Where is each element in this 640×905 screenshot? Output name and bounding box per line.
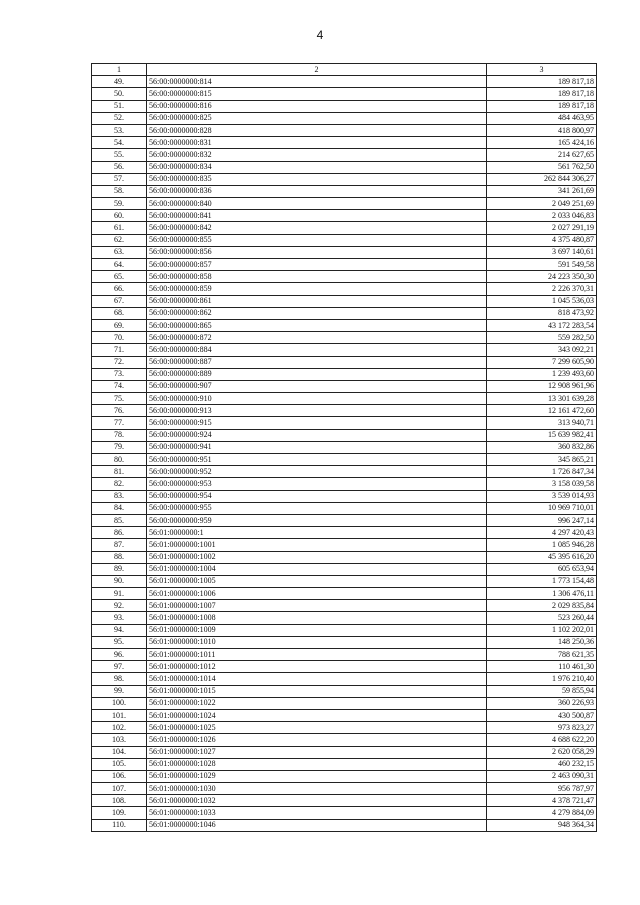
cadastral-number: 56:00:0000000:855 (147, 234, 487, 246)
cadastral-value: 345 865,21 (487, 454, 597, 466)
row-number: 71. (92, 344, 147, 356)
cadastral-number: 56:01:0000000:1046 (147, 819, 487, 831)
cadastral-value: 189 817,18 (487, 100, 597, 112)
cadastral-value: 43 172 283,54 (487, 319, 597, 331)
cadastral-number: 56:01:0000000:1014 (147, 673, 487, 685)
row-number: 81. (92, 466, 147, 478)
row-number: 54. (92, 137, 147, 149)
cadastral-value: 4 375 480,87 (487, 234, 597, 246)
table-header-row (92, 64, 597, 76)
cadastral-number: 56:01:0000000:1026 (147, 734, 487, 746)
cadastral-number: 56:00:0000000:836 (147, 185, 487, 197)
cadastral-number: 56:01:0000000:1024 (147, 709, 487, 721)
row-number: 107. (92, 783, 147, 795)
table-row (92, 307, 597, 319)
row-number: 85. (92, 514, 147, 526)
cadastral-value: 1 976 210,40 (487, 673, 597, 685)
cadastral-number: 56:01:0000000:1029 (147, 770, 487, 782)
row-number: 56. (92, 161, 147, 173)
table-row (92, 259, 597, 271)
row-number: 62. (92, 234, 147, 246)
cadastral-value: 15 639 982,41 (487, 429, 597, 441)
cadastral-number: 56:00:0000000:834 (147, 161, 487, 173)
table-row (92, 332, 597, 344)
cadastral-number: 56:01:0000000:1009 (147, 624, 487, 636)
row-number: 82. (92, 478, 147, 490)
cadastral-value: 24 223 350,30 (487, 271, 597, 283)
row-number: 104. (92, 746, 147, 758)
table-row (92, 283, 597, 295)
cadastral-number: 56:00:0000000:924 (147, 429, 487, 441)
row-number: 101. (92, 709, 147, 721)
row-number: 92. (92, 600, 147, 612)
cadastral-number: 56:00:0000000:887 (147, 356, 487, 368)
cadastral-value: 4 688 622,20 (487, 734, 597, 746)
cadastral-value: 343 092,21 (487, 344, 597, 356)
cadastral-value: 4 297 420,43 (487, 527, 597, 539)
table-row (92, 149, 597, 161)
row-number: 58. (92, 185, 147, 197)
cadastral-value: 189 817,18 (487, 88, 597, 100)
cadastral-value: 523 260,44 (487, 612, 597, 624)
table-row (92, 173, 597, 185)
cadastral-number: 56:00:0000000:856 (147, 246, 487, 258)
cadastral-number: 56:00:0000000:951 (147, 454, 487, 466)
table-row (92, 417, 597, 429)
table-row (92, 344, 597, 356)
cadastral-value: 12 161 472,60 (487, 405, 597, 417)
row-number: 99. (92, 685, 147, 697)
cadastral-value: 973 823,27 (487, 722, 597, 734)
cadastral-value: 2 620 058,29 (487, 746, 597, 758)
row-number: 86. (92, 527, 147, 539)
table-row (92, 539, 597, 551)
cadastral-value: 561 762,50 (487, 161, 597, 173)
cadastral-number: 56:01:0000000:1028 (147, 758, 487, 770)
row-number: 64. (92, 259, 147, 271)
row-number: 55. (92, 149, 147, 161)
cadastral-number: 56:01:0000000:1027 (147, 746, 487, 758)
table-row (92, 393, 597, 405)
cadastral-number: 56:01:0000000:1004 (147, 563, 487, 575)
cadastral-number: 56:00:0000000:859 (147, 283, 487, 295)
table-row (92, 612, 597, 624)
cadastral-value: 341 261,69 (487, 185, 597, 197)
cadastral-value: 360 226,93 (487, 697, 597, 709)
cadastral-number: 56:00:0000000:816 (147, 100, 487, 112)
row-number: 89. (92, 563, 147, 575)
row-number: 50. (92, 88, 147, 100)
cadastral-value: 818 473,92 (487, 307, 597, 319)
table-row (92, 527, 597, 539)
cadastral-number: 56:00:0000000:861 (147, 295, 487, 307)
cadastral-value: 313 940,71 (487, 417, 597, 429)
table-row (92, 88, 597, 100)
page-number: 4 (316, 28, 324, 42)
row-number: 65. (92, 271, 147, 283)
row-number: 110. (92, 819, 147, 831)
cadastral-number: 56:00:0000000:858 (147, 271, 487, 283)
column-header-1: 1 (92, 64, 147, 76)
cadastral-value: 360 832,86 (487, 441, 597, 453)
table-row (92, 100, 597, 112)
table-row (92, 551, 597, 563)
cadastral-value: 418 800,97 (487, 124, 597, 136)
row-number: 60. (92, 210, 147, 222)
table-row (92, 137, 597, 149)
cadastral-number: 56:00:0000000:941 (147, 441, 487, 453)
row-number: 103. (92, 734, 147, 746)
table-row (92, 770, 597, 782)
cadastral-number: 56:00:0000000:814 (147, 76, 487, 88)
row-number: 70. (92, 332, 147, 344)
cadastral-value: 2 049 251,69 (487, 198, 597, 210)
cadastral-number: 56:00:0000000:910 (147, 393, 487, 405)
row-number: 51. (92, 100, 147, 112)
cadastral-value: 12 908 961,96 (487, 380, 597, 392)
table-row (92, 697, 597, 709)
row-number: 105. (92, 758, 147, 770)
cadastral-value: 484 463,95 (487, 112, 597, 124)
cadastral-number: 56:00:0000000:832 (147, 149, 487, 161)
table-row (92, 758, 597, 770)
row-number: 49. (92, 76, 147, 88)
cadastral-value: 13 301 639,28 (487, 393, 597, 405)
cadastral-value: 148 250,36 (487, 636, 597, 648)
cadastral-number: 56:00:0000000:825 (147, 112, 487, 124)
table-row (92, 210, 597, 222)
cadastral-number: 56:00:0000000:955 (147, 502, 487, 514)
table-row (92, 709, 597, 721)
cadastral-value: 189 817,18 (487, 76, 597, 88)
table-row (92, 246, 597, 258)
table-row (92, 441, 597, 453)
row-number: 57. (92, 173, 147, 185)
table-body (92, 76, 597, 832)
row-number: 68. (92, 307, 147, 319)
table-row (92, 600, 597, 612)
cadastral-value: 2 226 370,31 (487, 283, 597, 295)
table-row (92, 112, 597, 124)
table-row (92, 746, 597, 758)
cadastral-value: 948 364,34 (487, 819, 597, 831)
cadastral-number: 56:00:0000000:840 (147, 198, 487, 210)
row-number: 94. (92, 624, 147, 636)
cadastral-value: 956 787,97 (487, 783, 597, 795)
cadastral-number: 56:00:0000000:835 (147, 173, 487, 185)
cadastral-number: 56:01:0000000:1008 (147, 612, 487, 624)
table-row (92, 734, 597, 746)
table-row (92, 76, 597, 88)
row-number: 91. (92, 588, 147, 600)
cadastral-value: 4 279 884,09 (487, 807, 597, 819)
cadastral-value: 3 158 039,58 (487, 478, 597, 490)
row-number: 87. (92, 539, 147, 551)
cadastral-number: 56:01:0000000:1001 (147, 539, 487, 551)
table-row (92, 649, 597, 661)
table-row (92, 185, 597, 197)
table-row (92, 380, 597, 392)
row-number: 96. (92, 649, 147, 661)
cadastral-value: 591 549,58 (487, 259, 597, 271)
cadastral-value: 1 045 536,03 (487, 295, 597, 307)
cadastral-number: 56:00:0000000:907 (147, 380, 487, 392)
cadastral-number: 56:00:0000000:889 (147, 368, 487, 380)
table-row (92, 356, 597, 368)
cadastral-value: 2 027 291,19 (487, 222, 597, 234)
cadastral-value: 460 232,15 (487, 758, 597, 770)
cadastral-value: 2 033 046,83 (487, 210, 597, 222)
data-table (91, 63, 597, 832)
row-number: 109. (92, 807, 147, 819)
cadastral-value: 3 697 140,61 (487, 246, 597, 258)
table-row (92, 685, 597, 697)
row-number: 90. (92, 575, 147, 587)
table-row (92, 198, 597, 210)
cadastral-value: 1 773 154,48 (487, 575, 597, 587)
cadastral-value: 559 282,50 (487, 332, 597, 344)
cadastral-value: 10 969 710,01 (487, 502, 597, 514)
cadastral-number: 56:01:0000000:1030 (147, 783, 487, 795)
cadastral-number: 56:01:0000000:1006 (147, 588, 487, 600)
row-number: 106. (92, 770, 147, 782)
cadastral-number: 56:01:0000000:1002 (147, 551, 487, 563)
row-number: 73. (92, 368, 147, 380)
row-number: 77. (92, 417, 147, 429)
row-number: 97. (92, 661, 147, 673)
row-number: 75. (92, 393, 147, 405)
cadastral-value: 165 424,16 (487, 137, 597, 149)
cadastral-number: 56:00:0000000:815 (147, 88, 487, 100)
cadastral-value: 788 621,35 (487, 649, 597, 661)
cadastral-number: 56:01:0000000:1015 (147, 685, 487, 697)
row-number: 61. (92, 222, 147, 234)
row-number: 108. (92, 795, 147, 807)
cadastral-number: 56:00:0000000:831 (147, 137, 487, 149)
cadastral-number: 56:01:0000000:1007 (147, 600, 487, 612)
table-row (92, 575, 597, 587)
cadastral-value: 214 627,65 (487, 149, 597, 161)
row-number: 95. (92, 636, 147, 648)
cadastral-number: 56:00:0000000:841 (147, 210, 487, 222)
cadastral-number: 56:00:0000000:842 (147, 222, 487, 234)
row-number: 79. (92, 441, 147, 453)
cadastral-number: 56:00:0000000:959 (147, 514, 487, 526)
cadastral-number: 56:00:0000000:884 (147, 344, 487, 356)
cadastral-value: 430 500,87 (487, 709, 597, 721)
table-row (92, 454, 597, 466)
table-row (92, 124, 597, 136)
cadastral-number: 56:00:0000000:828 (147, 124, 487, 136)
table-row (92, 319, 597, 331)
table-row (92, 673, 597, 685)
row-number: 88. (92, 551, 147, 563)
cadastral-number: 56:00:0000000:913 (147, 405, 487, 417)
cadastral-value: 996 247,14 (487, 514, 597, 526)
table-row (92, 783, 597, 795)
row-number: 100. (92, 697, 147, 709)
row-number: 74. (92, 380, 147, 392)
row-number: 59. (92, 198, 147, 210)
row-number: 52. (92, 112, 147, 124)
cadastral-value: 1 306 476,11 (487, 588, 597, 600)
row-number: 83. (92, 490, 147, 502)
table-row (92, 161, 597, 173)
row-number: 67. (92, 295, 147, 307)
table-row (92, 405, 597, 417)
table-row (92, 222, 597, 234)
table-row (92, 563, 597, 575)
table-row (92, 478, 597, 490)
column-header-2: 2 (147, 64, 487, 76)
cadastral-value: 1 085 946,28 (487, 539, 597, 551)
cadastral-number: 56:01:0000000:1032 (147, 795, 487, 807)
table-row (92, 271, 597, 283)
cadastral-number: 56:01:0000000:1010 (147, 636, 487, 648)
row-number: 72. (92, 356, 147, 368)
cadastral-number: 56:00:0000000:915 (147, 417, 487, 429)
cadastral-value: 7 299 605,90 (487, 356, 597, 368)
cadastral-number: 56:01:0000000:1011 (147, 649, 487, 661)
cadastral-value: 262 844 306,27 (487, 173, 597, 185)
cadastral-value: 605 653,94 (487, 563, 597, 575)
table-row (92, 661, 597, 673)
table-row (92, 429, 597, 441)
cadastral-value: 59 855,94 (487, 685, 597, 697)
table-row (92, 502, 597, 514)
row-number: 93. (92, 612, 147, 624)
cadastral-number: 56:00:0000000:952 (147, 466, 487, 478)
table-row (92, 514, 597, 526)
table-row (92, 795, 597, 807)
row-number: 76. (92, 405, 147, 417)
table-row (92, 624, 597, 636)
cadastral-number: 56:00:0000000:954 (147, 490, 487, 502)
row-number: 66. (92, 283, 147, 295)
table-row (92, 234, 597, 246)
cadastral-value: 4 378 721,47 (487, 795, 597, 807)
row-number: 80. (92, 454, 147, 466)
table-row (92, 722, 597, 734)
cadastral-number: 56:01:0000000:1033 (147, 807, 487, 819)
column-header-3: 3 (487, 64, 597, 76)
cadastral-value: 2 463 090,31 (487, 770, 597, 782)
row-number: 98. (92, 673, 147, 685)
row-number: 78. (92, 429, 147, 441)
table-row (92, 295, 597, 307)
cadastral-number: 56:01:0000000:1022 (147, 697, 487, 709)
row-number: 53. (92, 124, 147, 136)
cadastral-number: 56:01:0000000:1005 (147, 575, 487, 587)
cadastral-value: 110 461,30 (487, 661, 597, 673)
cadastral-number: 56:00:0000000:872 (147, 332, 487, 344)
cadastral-value: 3 539 014,93 (487, 490, 597, 502)
table-row (92, 368, 597, 380)
cadastral-number: 56:00:0000000:953 (147, 478, 487, 490)
table-row (92, 819, 597, 831)
table-row (92, 636, 597, 648)
cadastral-number: 56:00:0000000:862 (147, 307, 487, 319)
table-row (92, 807, 597, 819)
cadastral-value: 2 029 835,84 (487, 600, 597, 612)
table-row (92, 466, 597, 478)
table-row (92, 588, 597, 600)
cadastral-number: 56:00:0000000:857 (147, 259, 487, 271)
cadastral-value: 1 102 202,01 (487, 624, 597, 636)
row-number: 69. (92, 319, 147, 331)
cadastral-number: 56:01:0000000:1 (147, 527, 487, 539)
cadastral-value: 1 726 847,34 (487, 466, 597, 478)
table-row (92, 490, 597, 502)
row-number: 102. (92, 722, 147, 734)
cadastral-value: 1 239 493,60 (487, 368, 597, 380)
row-number: 84. (92, 502, 147, 514)
cadastral-number: 56:01:0000000:1012 (147, 661, 487, 673)
cadastral-number: 56:00:0000000:865 (147, 319, 487, 331)
row-number: 63. (92, 246, 147, 258)
cadastral-number: 56:01:0000000:1025 (147, 722, 487, 734)
cadastral-value: 45 395 616,20 (487, 551, 597, 563)
